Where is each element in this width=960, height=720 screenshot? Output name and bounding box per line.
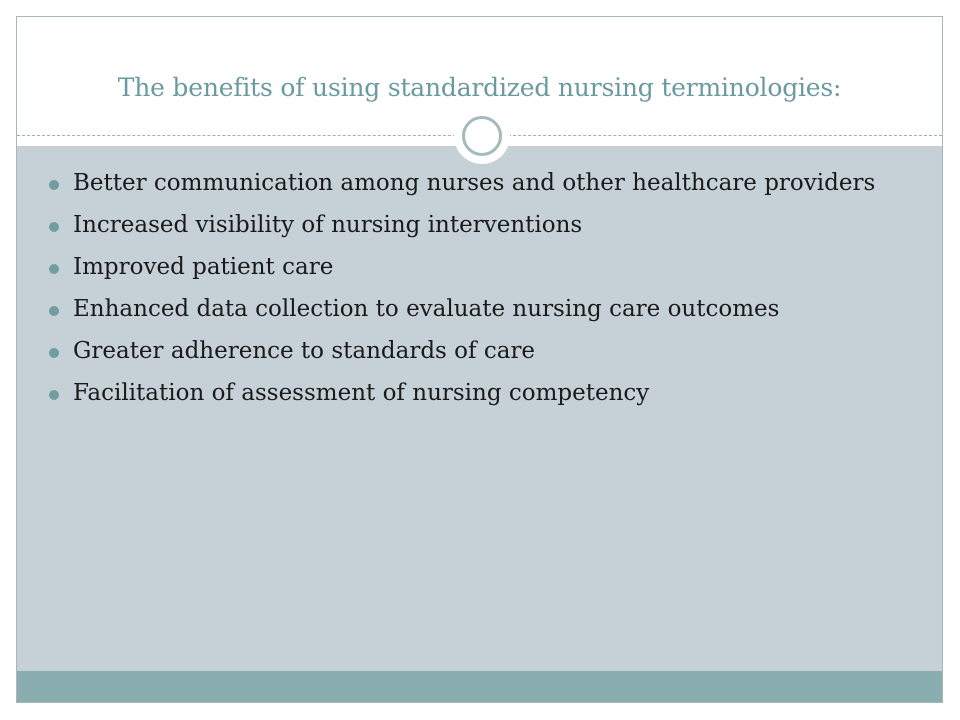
bullet-marker-icon <box>49 264 59 274</box>
bullet-item <box>49 377 919 410</box>
footer-band <box>17 671 942 703</box>
bullet-text: Improved patient care <box>73 254 334 280</box>
slide-title: The benefits of using standardized nursing terminologies: <box>117 73 842 102</box>
bullet-text: Greater adherence to standards of care <box>73 338 536 364</box>
bullet-item <box>49 251 919 284</box>
bullet-text: Increased visibility of nursing interventions <box>73 212 583 238</box>
ring-circle-icon <box>462 116 502 156</box>
slide <box>16 16 943 703</box>
bullet-text: Better communication among nurses and other healthcare providers <box>73 170 876 196</box>
bullet-item <box>49 209 919 242</box>
bullet-item <box>49 293 919 326</box>
bullet-text: Enhanced data collection to evaluate nursing care outcomes <box>73 296 780 322</box>
bullet-item <box>49 167 919 200</box>
bullet-item <box>49 335 919 368</box>
bullet-marker-icon <box>49 348 59 358</box>
bullet-marker-icon <box>49 180 59 190</box>
bullet-text: Facilitation of assessment of nursing competency <box>73 380 650 406</box>
bullet-marker-icon <box>49 222 59 232</box>
bullet-marker-icon <box>49 390 59 400</box>
circle-ornament-icon <box>454 108 510 164</box>
bullet-list <box>49 167 919 419</box>
bullet-marker-icon <box>49 306 59 316</box>
